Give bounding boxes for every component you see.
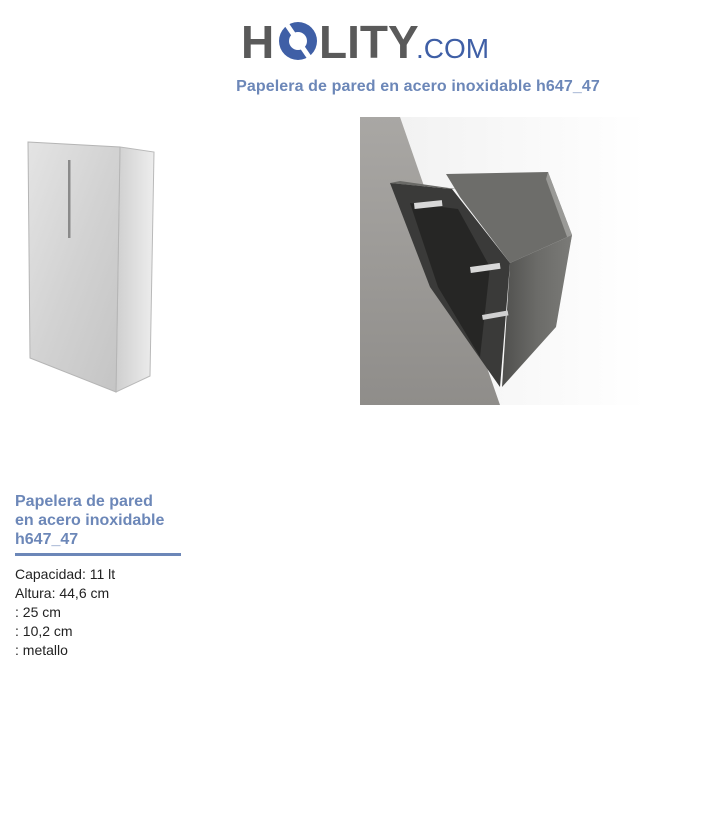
spec-width: : 25 cm — [15, 604, 61, 620]
product-name-line: en acero inoxidable — [15, 512, 165, 529]
svg-text:LITY: LITY — [319, 16, 419, 68]
spec-capacity: Capacidad: 11 lt — [15, 566, 116, 582]
spec-height: Altura: 44,6 cm — [15, 585, 110, 601]
page-title: Papelera de pared en acero inoxidable h647_47 — [236, 78, 600, 95]
title-underline — [15, 553, 181, 556]
product-name — [15, 492, 181, 549]
product-image-installed[interactable] — [360, 117, 646, 405]
spec-list — [15, 565, 115, 660]
holity-logo[interactable] — [241, 12, 491, 68]
logo-o-mark — [279, 22, 317, 60]
spec-depth: : 10,2 cm — [15, 623, 73, 639]
product-image-front[interactable] — [22, 138, 158, 396]
product-name-line: h647_47 — [15, 531, 79, 548]
product-name-line: Papelera de pared — [15, 493, 153, 510]
svg-text:H: H — [241, 16, 275, 68]
svg-text:.COM: .COM — [416, 33, 490, 64]
holity-logo-graphic — [241, 12, 491, 68]
spec-material: : metallo — [15, 642, 68, 658]
